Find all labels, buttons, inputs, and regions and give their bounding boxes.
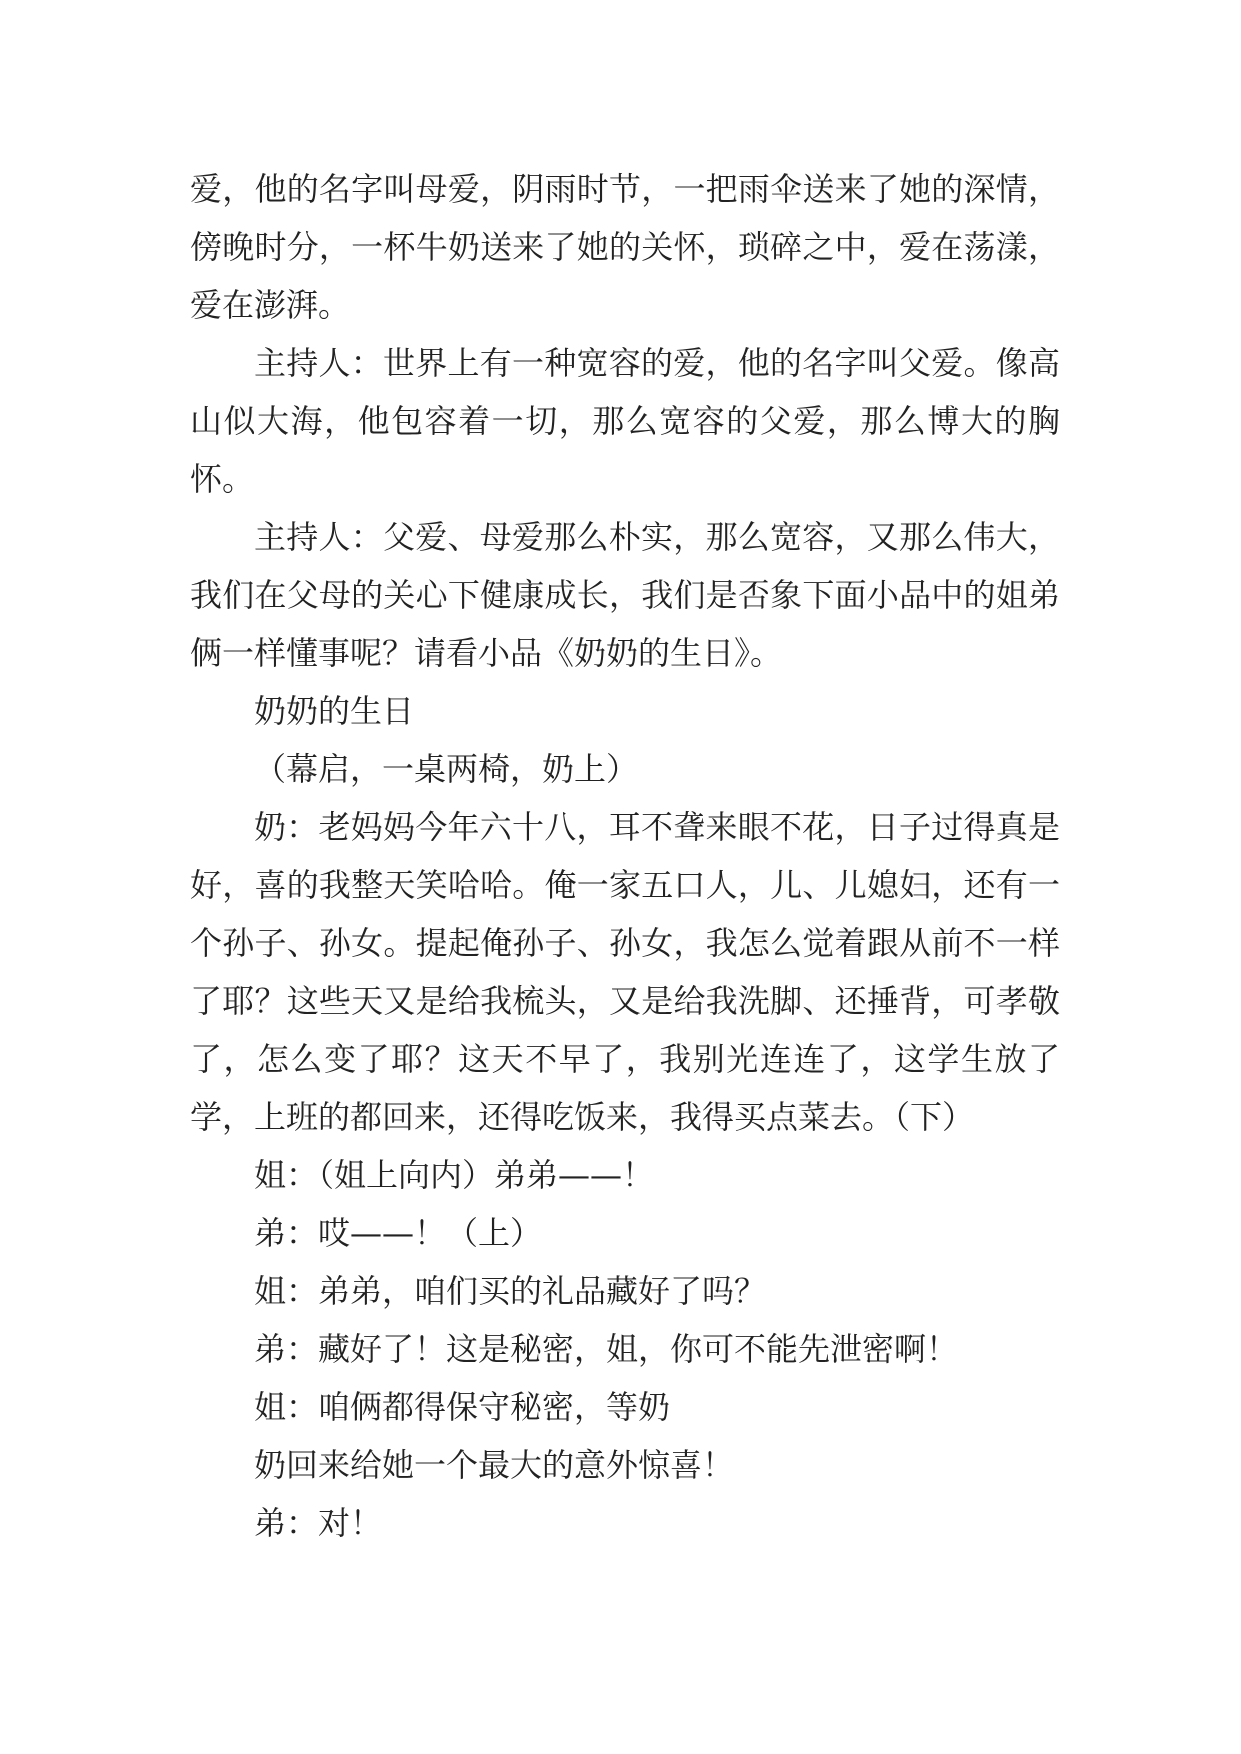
dialogue-sister-3-continued: 奶回来给她一个最大的意外惊喜！ xyxy=(254,1446,735,1484)
paragraph-host-intro-skit: 主持人：父爱、母爱那么朴实，那么宽容，又那么伟大，我们在父母的关心下健康成长，我们是否象下面小品中的姐弟俩一样懂事呢？请看小品《奶奶的生日》。 xyxy=(190,518,1060,672)
dialogue-brother-2: 弟：藏好了！这是秘密，姐，你可不能先泄密啊！ xyxy=(254,1330,959,1368)
document-body xyxy=(190,160,1060,1552)
dialogue-sister-3: 姐：咱俩都得保守秘密，等奶 xyxy=(254,1388,671,1426)
paragraph-host-father-love: 主持人：世界上有一种宽容的爱，他的名字叫父爱。像高山似大海，他包容着一切，那么宽容的父爱，那么博大的胸怀。 xyxy=(190,344,1060,498)
dialogue-grandma-monologue: 奶：老妈妈今年六十八，耳不聋来眼不花，日子过得真是好，喜的我整天笑哈哈。俺一家五口人，儿、儿媳妇，还有一个孙子、孙女。提起俺孙子、孙女，我怎么觉着跟从前不一样了耶？这些天又是给我梳头，又是给我洗脚、还捶背，可孝敬了，怎么变了耶？这天不早了，我别光连连了，这学生放了学，上班的都回来，还得吃饭来，我得买点菜去。（下） xyxy=(190,808,1060,1136)
stage-direction-opening: （幕启，一桌两椅，奶上） xyxy=(254,750,639,788)
dialogue-brother-3: 弟：对！ xyxy=(254,1504,383,1542)
paragraph-mother-love: 爱，他的名字叫母爱，阴雨时节，一把雨伞送来了她的深情，傍晚时分，一杯牛奶送来了她的关怀，琐碎之中，爱在荡漾，爱在澎湃。 xyxy=(190,170,1060,324)
dialogue-brother-1: 弟：哎——！（上） xyxy=(254,1214,543,1252)
dialogue-sister-1: 姐：（姐上向内）弟弟——！ xyxy=(254,1156,655,1194)
dialogue-sister-2: 姐：弟弟，咱们买的礼品藏好了吗？ xyxy=(254,1272,767,1310)
skit-title: 奶奶的生日 xyxy=(254,692,415,730)
